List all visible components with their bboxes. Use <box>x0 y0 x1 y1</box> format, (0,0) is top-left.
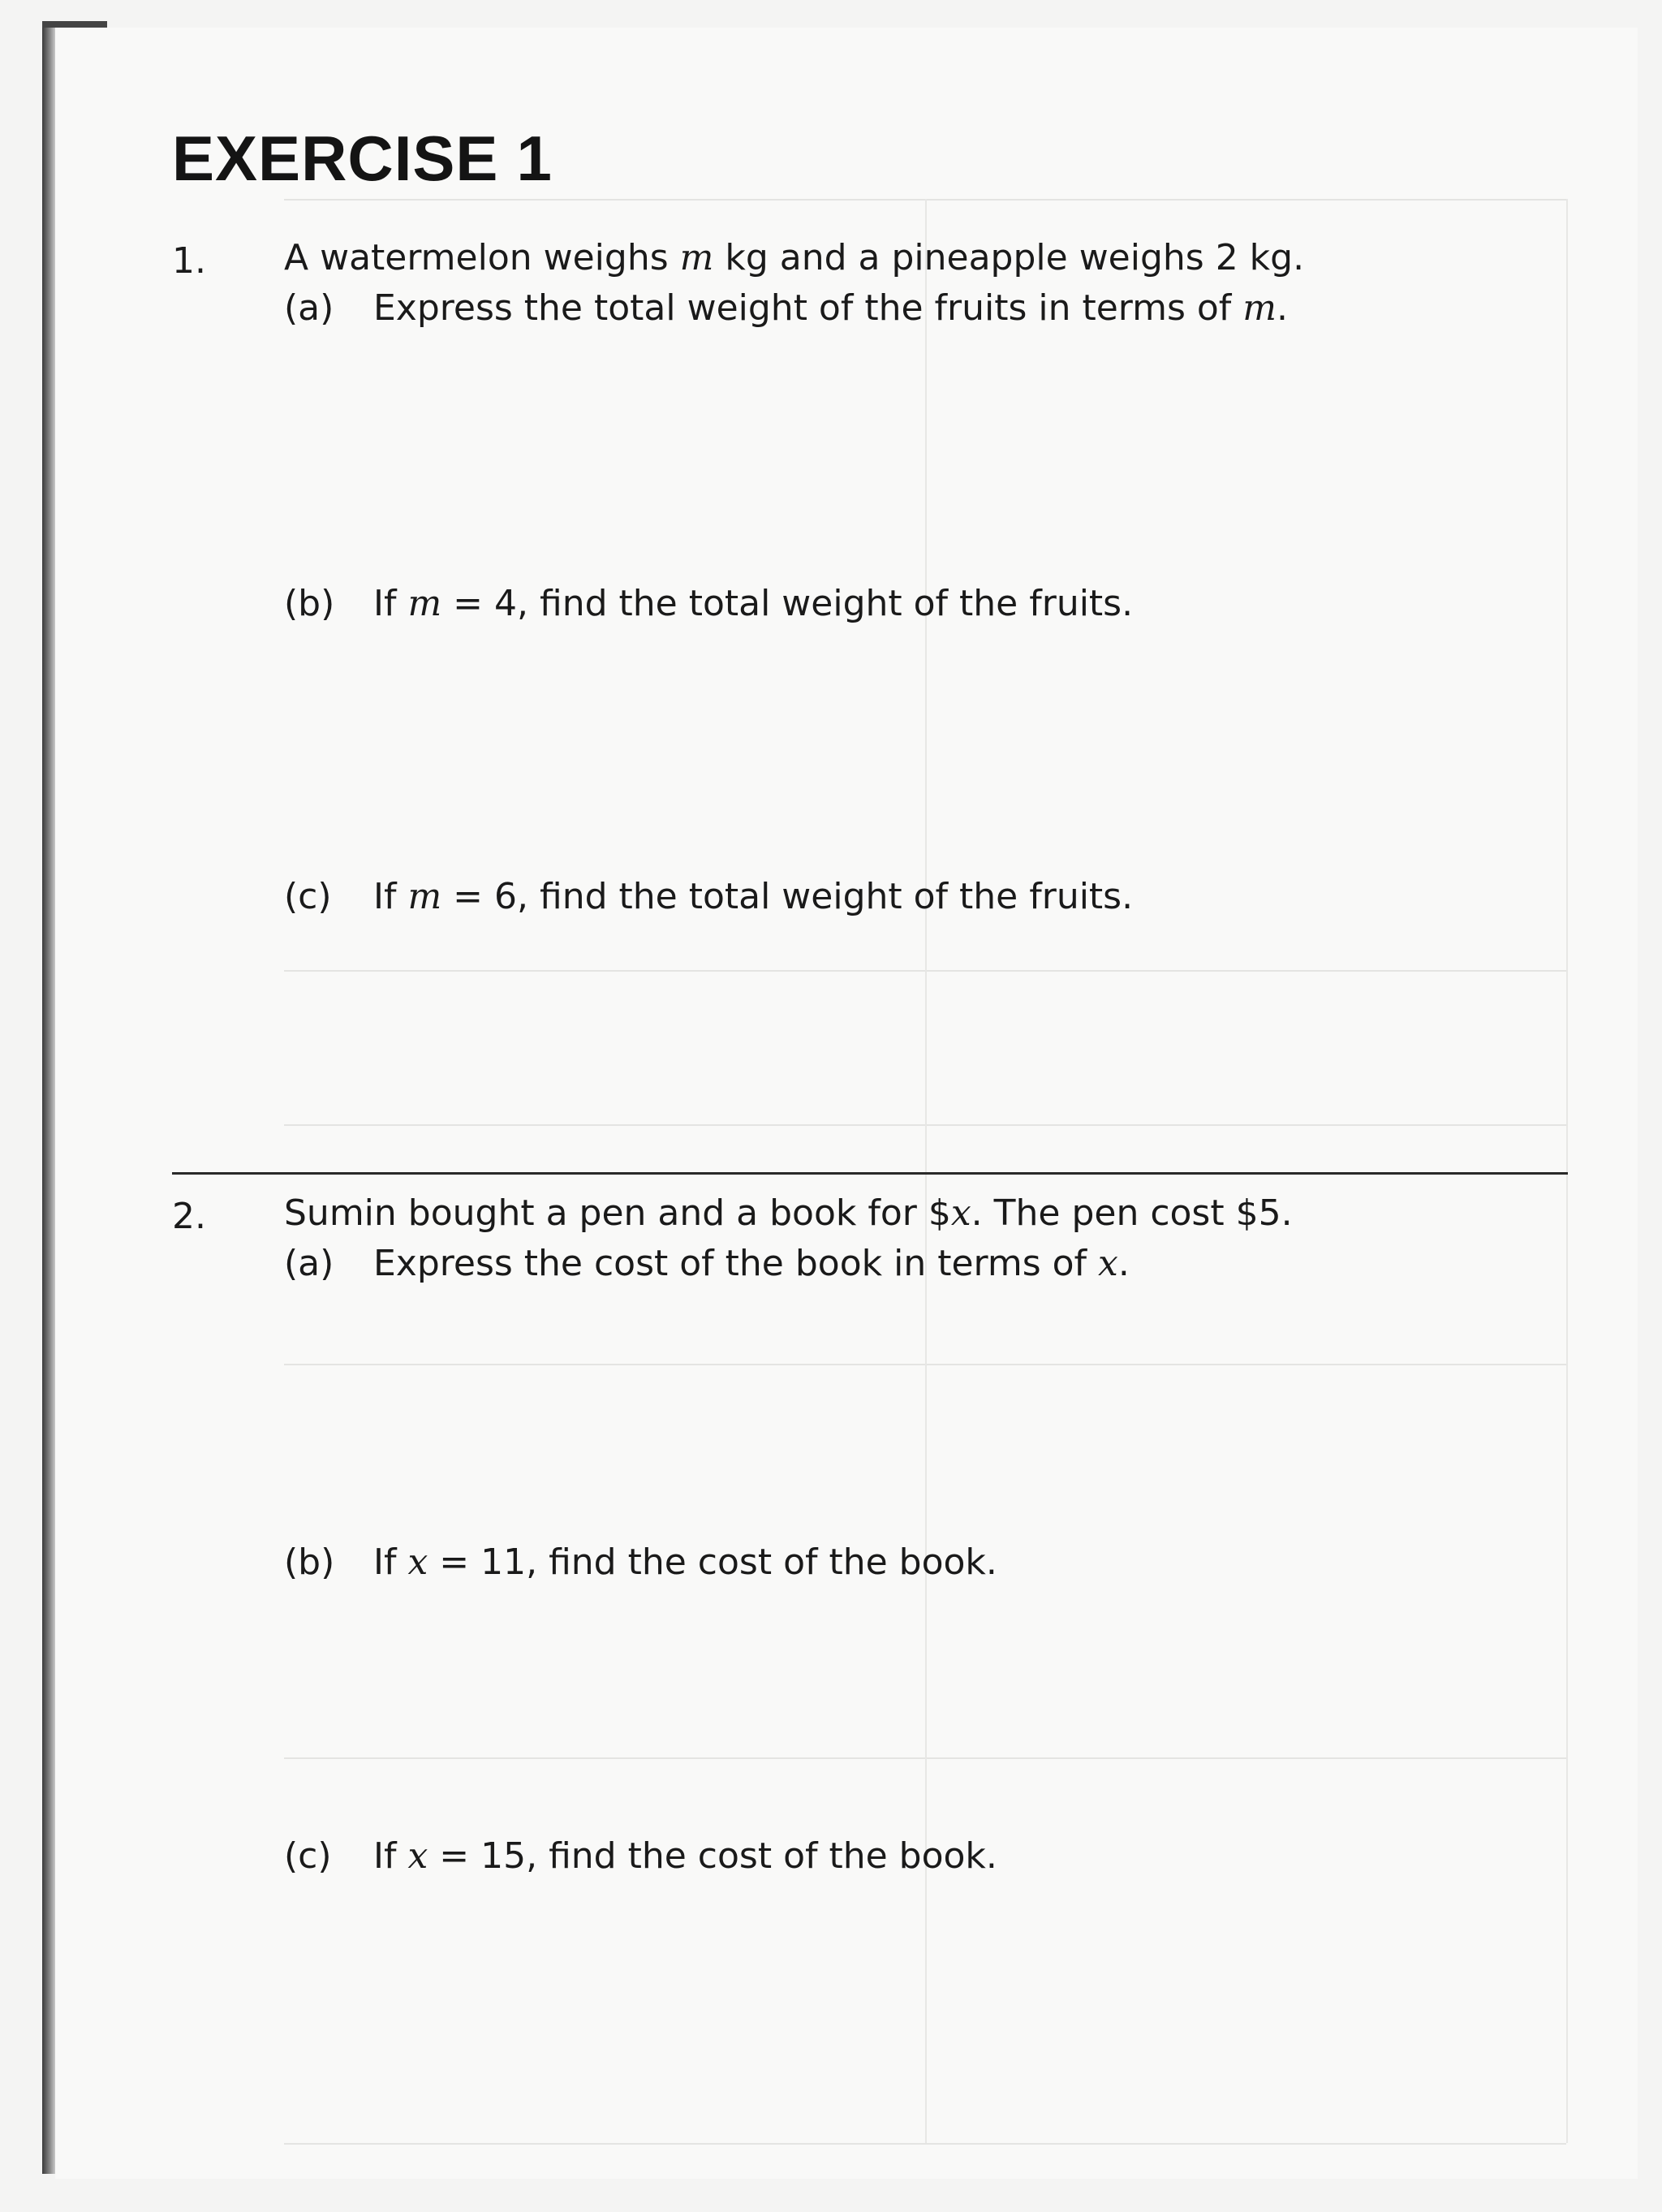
question-2-stem-text-a: Sumin bought a pen and a book for $ <box>284 1192 951 1234</box>
question-1c <box>284 876 1134 917</box>
bleed-through-vline <box>1566 199 1568 2143</box>
question-1b-label: (b) <box>284 583 335 624</box>
question-1-stem-text-b: kg and a pineapple weighs 2 kg. <box>713 237 1305 278</box>
question-divider <box>172 1172 1568 1175</box>
question-1c-var: m <box>407 876 442 917</box>
question-1b <box>284 583 1134 624</box>
question-2b <box>284 1542 997 1583</box>
exercise-title <box>172 122 553 196</box>
question-2c-label: (c) <box>284 1835 332 1877</box>
question-2-stem-var: x <box>950 1192 971 1234</box>
question-2-stem-text-b: . The pen cost $5. <box>971 1192 1293 1234</box>
question-2a-var: x <box>1098 1243 1118 1284</box>
question-2c-text-a: If <box>373 1835 408 1877</box>
question-2c-text-b: = 15, find the cost of the book. <box>428 1835 997 1877</box>
question-2b-text-a: If <box>373 1542 408 1583</box>
book-binding-edge <box>42 23 55 2174</box>
question-2c <box>284 1835 997 1877</box>
question-1c-text-b: = 6, find the total weight of the fruits. <box>441 876 1134 917</box>
question-2b-label: (b) <box>284 1542 335 1583</box>
question-1-stem <box>284 237 1305 278</box>
book-binding-corner <box>42 21 107 28</box>
question-1a-text-b: . <box>1277 287 1289 329</box>
question-1-stem-var: m <box>679 237 714 278</box>
question-2b-text-b: = 11, find the cost of the book. <box>428 1542 997 1583</box>
question-2b-var: x <box>407 1542 428 1583</box>
question-2a-text-b: . <box>1117 1243 1130 1284</box>
question-2c-var: x <box>407 1835 428 1877</box>
question-1b-text-a: If <box>373 583 408 624</box>
question-1b-text-b: = 4, find the total weight of the fruits. <box>441 583 1134 624</box>
question-1-stem-text-a: A watermelon weighs <box>284 237 680 278</box>
bleed-through-line <box>284 2143 1566 2145</box>
question-1a-text-a: Express the total weight of the fruits in terms of <box>373 287 1243 329</box>
question-1c-text-a: If <box>373 876 408 917</box>
question-1a-label: (a) <box>284 287 334 329</box>
question-2a-text-a: Express the cost of the book in terms of <box>373 1243 1098 1284</box>
question-1c-label: (c) <box>284 876 332 917</box>
question-1b-var: m <box>407 583 442 624</box>
exercise-title-word: EXERCISE <box>172 123 499 194</box>
question-1a-var: m <box>1242 287 1277 329</box>
question-2a <box>284 1243 1130 1284</box>
question-1-number: 1. <box>172 240 206 282</box>
question-2-number: 2. <box>172 1196 206 1237</box>
question-2-stem <box>284 1192 1293 1234</box>
question-1a <box>284 287 1289 329</box>
question-2a-label: (a) <box>284 1243 334 1284</box>
exercise-title-number: 1 <box>516 123 553 194</box>
